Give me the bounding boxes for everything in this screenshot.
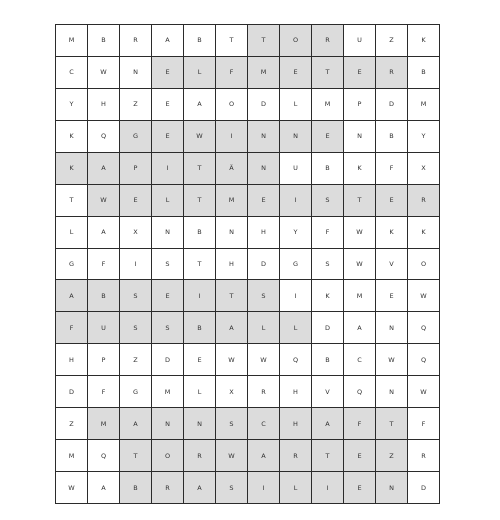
grid-cell-r3-c10[interactable]: P xyxy=(344,89,376,121)
grid-cell-r14-c6[interactable]: W xyxy=(216,440,248,472)
grid-cell-r7-c12[interactable]: K xyxy=(408,217,440,249)
grid-cell-r3-c6[interactable]: O xyxy=(216,89,248,121)
grid-cell-r11-c9[interactable]: B xyxy=(312,344,344,376)
grid-cell-r6-c8[interactable]: I xyxy=(280,185,312,217)
grid-cell-r11-c11[interactable]: W xyxy=(376,344,408,376)
grid-cell-r5-c2[interactable]: A xyxy=(88,153,120,185)
grid-cell-r10-c6[interactable]: A xyxy=(216,312,248,344)
grid-cell-r13-c2[interactable]: M xyxy=(88,408,120,440)
grid-cell-r9-c2[interactable]: B xyxy=(88,280,120,312)
grid-cell-r3-c8[interactable]: L xyxy=(280,89,312,121)
grid-cell-r8-c7[interactable]: D xyxy=(248,249,280,281)
grid-cell-r10-c7[interactable]: L xyxy=(248,312,280,344)
grid-cell-r1-c4[interactable]: A xyxy=(152,25,184,57)
grid-cell-r9-c5[interactable]: I xyxy=(184,280,216,312)
grid-cell-r1-c7[interactable]: T xyxy=(248,25,280,57)
grid-cell-r8-c1[interactable]: G xyxy=(56,249,88,281)
grid-cell-r8-c12[interactable]: O xyxy=(408,249,440,281)
grid-cell-r5-c6[interactable]: Ä xyxy=(216,153,248,185)
grid-cell-r10-c3[interactable]: S xyxy=(120,312,152,344)
grid-cell-r2-c8[interactable]: E xyxy=(280,57,312,89)
grid-cell-r15-c6[interactable]: S xyxy=(216,472,248,504)
grid-cell-r10-c4[interactable]: S xyxy=(152,312,184,344)
grid-cell-r12-c9[interactable]: V xyxy=(312,376,344,408)
grid-cell-r1-c12[interactable]: K xyxy=(408,25,440,57)
grid-cell-r13-c6[interactable]: S xyxy=(216,408,248,440)
grid-cell-r9-c4[interactable]: E xyxy=(152,280,184,312)
grid-cell-r11-c4[interactable]: D xyxy=(152,344,184,376)
grid-cell-r3-c1[interactable]: Y xyxy=(56,89,88,121)
grid-cell-r5-c4[interactable]: I xyxy=(152,153,184,185)
grid-cell-r4-c3[interactable]: G xyxy=(120,121,152,153)
grid-cell-r9-c11[interactable]: E xyxy=(376,280,408,312)
grid-cell-r7-c5[interactable]: B xyxy=(184,217,216,249)
grid-cell-r14-c12[interactable]: R xyxy=(408,440,440,472)
grid-cell-r2-c4[interactable]: E xyxy=(152,57,184,89)
grid-cell-r13-c9[interactable]: A xyxy=(312,408,344,440)
grid-cell-r4-c7[interactable]: N xyxy=(248,121,280,153)
grid-cell-r4-c6[interactable]: I xyxy=(216,121,248,153)
grid-cell-r15-c5[interactable]: A xyxy=(184,472,216,504)
grid-cell-r10-c5[interactable]: B xyxy=(184,312,216,344)
grid-cell-r15-c2[interactable]: A xyxy=(88,472,120,504)
grid-cell-r1-c6[interactable]: T xyxy=(216,25,248,57)
grid-cell-r2-c1[interactable]: C xyxy=(56,57,88,89)
grid-cell-r5-c11[interactable]: F xyxy=(376,153,408,185)
grid-cell-r5-c8[interactable]: U xyxy=(280,153,312,185)
grid-cell-r14-c2[interactable]: Q xyxy=(88,440,120,472)
grid-cell-r11-c1[interactable]: H xyxy=(56,344,88,376)
grid-cell-r12-c2[interactable]: F xyxy=(88,376,120,408)
grid-cell-r13-c1[interactable]: Z xyxy=(56,408,88,440)
grid-cell-r1-c8[interactable]: O xyxy=(280,25,312,57)
grid-cell-r9-c6[interactable]: T xyxy=(216,280,248,312)
grid-cell-r7-c11[interactable]: K xyxy=(376,217,408,249)
grid-cell-r5-c9[interactable]: B xyxy=(312,153,344,185)
grid-cell-r1-c2[interactable]: B xyxy=(88,25,120,57)
grid-cell-r3-c5[interactable]: A xyxy=(184,89,216,121)
grid-cell-r7-c1[interactable]: L xyxy=(56,217,88,249)
grid-cell-r15-c11[interactable]: N xyxy=(376,472,408,504)
grid-cell-r14-c11[interactable]: Z xyxy=(376,440,408,472)
grid-cell-r3-c9[interactable]: M xyxy=(312,89,344,121)
grid-cell-r7-c10[interactable]: W xyxy=(344,217,376,249)
grid-cell-r15-c10[interactable]: E xyxy=(344,472,376,504)
grid-cell-r3-c7[interactable]: D xyxy=(248,89,280,121)
grid-cell-r14-c7[interactable]: A xyxy=(248,440,280,472)
grid-cell-r15-c8[interactable]: L xyxy=(280,472,312,504)
grid-cell-r8-c11[interactable]: V xyxy=(376,249,408,281)
grid-cell-r11-c7[interactable]: W xyxy=(248,344,280,376)
grid-cell-r13-c10[interactable]: F xyxy=(344,408,376,440)
grid-cell-r14-c10[interactable]: E xyxy=(344,440,376,472)
grid-cell-r14-c4[interactable]: O xyxy=(152,440,184,472)
grid-cell-r12-c3[interactable]: G xyxy=(120,376,152,408)
grid-cell-r8-c8[interactable]: G xyxy=(280,249,312,281)
grid-cell-r8-c5[interactable]: T xyxy=(184,249,216,281)
grid-cell-r12-c5[interactable]: L xyxy=(184,376,216,408)
grid-cell-r8-c3[interactable]: I xyxy=(120,249,152,281)
grid-cell-r7-c9[interactable]: F xyxy=(312,217,344,249)
grid-cell-r13-c7[interactable]: C xyxy=(248,408,280,440)
grid-cell-r13-c3[interactable]: A xyxy=(120,408,152,440)
grid-cell-r2-c12[interactable]: B xyxy=(408,57,440,89)
grid-cell-r6-c7[interactable]: E xyxy=(248,185,280,217)
grid-cell-r7-c2[interactable]: A xyxy=(88,217,120,249)
grid-cell-r12-c1[interactable]: D xyxy=(56,376,88,408)
grid-cell-r12-c8[interactable]: H xyxy=(280,376,312,408)
grid-cell-r8-c9[interactable]: S xyxy=(312,249,344,281)
grid-cell-r2-c2[interactable]: W xyxy=(88,57,120,89)
grid-cell-r7-c6[interactable]: N xyxy=(216,217,248,249)
grid-cell-r6-c2[interactable]: W xyxy=(88,185,120,217)
grid-cell-r2-c5[interactable]: L xyxy=(184,57,216,89)
grid-cell-r10-c12[interactable]: Q xyxy=(408,312,440,344)
grid-cell-r6-c12[interactable]: R xyxy=(408,185,440,217)
grid-cell-r3-c2[interactable]: H xyxy=(88,89,120,121)
grid-cell-r13-c5[interactable]: N xyxy=(184,408,216,440)
grid-cell-r15-c12[interactable]: D xyxy=(408,472,440,504)
grid-cell-r8-c10[interactable]: W xyxy=(344,249,376,281)
grid-cell-r14-c3[interactable]: T xyxy=(120,440,152,472)
grid-cell-r10-c8[interactable]: L xyxy=(280,312,312,344)
grid-cell-r12-c11[interactable]: N xyxy=(376,376,408,408)
grid-cell-r11-c6[interactable]: W xyxy=(216,344,248,376)
grid-cell-r6-c6[interactable]: M xyxy=(216,185,248,217)
grid-cell-r3-c3[interactable]: Z xyxy=(120,89,152,121)
grid-cell-r10-c1[interactable]: F xyxy=(56,312,88,344)
grid-cell-r5-c12[interactable]: X xyxy=(408,153,440,185)
grid-cell-r10-c2[interactable]: U xyxy=(88,312,120,344)
grid-cell-r6-c1[interactable]: T xyxy=(56,185,88,217)
grid-cell-r8-c4[interactable]: S xyxy=(152,249,184,281)
grid-cell-r14-c1[interactable]: M xyxy=(56,440,88,472)
grid-cell-r9-c12[interactable]: W xyxy=(408,280,440,312)
grid-cell-r14-c9[interactable]: T xyxy=(312,440,344,472)
grid-cell-r9-c3[interactable]: S xyxy=(120,280,152,312)
grid-cell-r11-c8[interactable]: Q xyxy=(280,344,312,376)
word-search-grid xyxy=(55,24,440,504)
grid-cell-r7-c3[interactable]: X xyxy=(120,217,152,249)
grid-cell-r9-c8[interactable]: I xyxy=(280,280,312,312)
grid-cell-r2-c7[interactable]: M xyxy=(248,57,280,89)
grid-cell-r11-c3[interactable]: Z xyxy=(120,344,152,376)
grid-cell-r6-c11[interactable]: E xyxy=(376,185,408,217)
grid-cell-r14-c8[interactable]: R xyxy=(280,440,312,472)
grid-cell-r6-c4[interactable]: L xyxy=(152,185,184,217)
grid-cell-r11-c12[interactable]: Q xyxy=(408,344,440,376)
grid-cell-r7-c7[interactable]: H xyxy=(248,217,280,249)
grid-cell-r12-c12[interactable]: W xyxy=(408,376,440,408)
grid-cell-r3-c4[interactable]: E xyxy=(152,89,184,121)
grid-cell-r7-c4[interactable]: N xyxy=(152,217,184,249)
grid-cell-r1-c3[interactable]: R xyxy=(120,25,152,57)
grid-cell-r12-c6[interactable]: X xyxy=(216,376,248,408)
grid-cell-r5-c5[interactable]: T xyxy=(184,153,216,185)
grid-cell-r13-c8[interactable]: H xyxy=(280,408,312,440)
grid-cell-r5-c7[interactable]: N xyxy=(248,153,280,185)
grid-cell-r6-c10[interactable]: T xyxy=(344,185,376,217)
grid-cell-r1-c1[interactable]: M xyxy=(56,25,88,57)
grid-cell-r3-c11[interactable]: D xyxy=(376,89,408,121)
grid-cell-r10-c10[interactable]: A xyxy=(344,312,376,344)
grid-cell-r15-c1[interactable]: W xyxy=(56,472,88,504)
grid-cell-r8-c2[interactable]: F xyxy=(88,249,120,281)
grid-cell-r2-c3[interactable]: N xyxy=(120,57,152,89)
grid-cell-r4-c2[interactable]: Q xyxy=(88,121,120,153)
grid-cell-r15-c3[interactable]: B xyxy=(120,472,152,504)
grid-cell-r1-c10[interactable]: U xyxy=(344,25,376,57)
grid-cell-r4-c9[interactable]: E xyxy=(312,121,344,153)
grid-cell-r4-c10[interactable]: N xyxy=(344,121,376,153)
grid-cell-r11-c5[interactable]: E xyxy=(184,344,216,376)
grid-cell-r4-c5[interactable]: W xyxy=(184,121,216,153)
grid-cell-r13-c12[interactable]: F xyxy=(408,408,440,440)
grid-cell-r2-c11[interactable]: R xyxy=(376,57,408,89)
grid-cell-r4-c4[interactable]: E xyxy=(152,121,184,153)
grid-cell-r2-c9[interactable]: T xyxy=(312,57,344,89)
grid-cell-r10-c9[interactable]: D xyxy=(312,312,344,344)
grid-cell-r2-c6[interactable]: F xyxy=(216,57,248,89)
grid-cell-r9-c10[interactable]: M xyxy=(344,280,376,312)
grid-cell-r14-c5[interactable]: R xyxy=(184,440,216,472)
grid-cell-r5-c10[interactable]: K xyxy=(344,153,376,185)
grid-cell-r9-c9[interactable]: K xyxy=(312,280,344,312)
grid-cell-r13-c11[interactable]: T xyxy=(376,408,408,440)
grid-cell-r5-c3[interactable]: P xyxy=(120,153,152,185)
grid-cell-r1-c5[interactable]: B xyxy=(184,25,216,57)
grid-cell-r6-c3[interactable]: E xyxy=(120,185,152,217)
grid-cell-r6-c9[interactable]: S xyxy=(312,185,344,217)
grid-cell-r4-c1[interactable]: K xyxy=(56,121,88,153)
grid-cell-r11-c10[interactable]: C xyxy=(344,344,376,376)
grid-cell-r12-c10[interactable]: Q xyxy=(344,376,376,408)
grid-cell-r5-c1[interactable]: K xyxy=(56,153,88,185)
grid-cell-r9-c7[interactable]: S xyxy=(248,280,280,312)
grid-cell-r3-c12[interactable]: M xyxy=(408,89,440,121)
grid-cell-r8-c6[interactable]: H xyxy=(216,249,248,281)
grid-cell-r4-c8[interactable]: N xyxy=(280,121,312,153)
grid-cell-r7-c8[interactable]: Y xyxy=(280,217,312,249)
grid-cell-r9-c1[interactable]: A xyxy=(56,280,88,312)
grid-cell-r6-c5[interactable]: T xyxy=(184,185,216,217)
grid-cell-r10-c11[interactable]: N xyxy=(376,312,408,344)
grid-cell-r11-c2[interactable]: P xyxy=(88,344,120,376)
grid-cell-r2-c10[interactable]: E xyxy=(344,57,376,89)
grid-cell-r15-c4[interactable]: R xyxy=(152,472,184,504)
grid-cell-r12-c4[interactable]: M xyxy=(152,376,184,408)
grid-cell-r4-c12[interactable]: Y xyxy=(408,121,440,153)
grid-cell-r1-c9[interactable]: R xyxy=(312,25,344,57)
grid-cell-r13-c4[interactable]: N xyxy=(152,408,184,440)
grid-cell-r12-c7[interactable]: R xyxy=(248,376,280,408)
grid-cell-r4-c11[interactable]: B xyxy=(376,121,408,153)
grid-cell-r15-c9[interactable]: I xyxy=(312,472,344,504)
grid-cell-r1-c11[interactable]: Z xyxy=(376,25,408,57)
grid-cell-r15-c7[interactable]: I xyxy=(248,472,280,504)
